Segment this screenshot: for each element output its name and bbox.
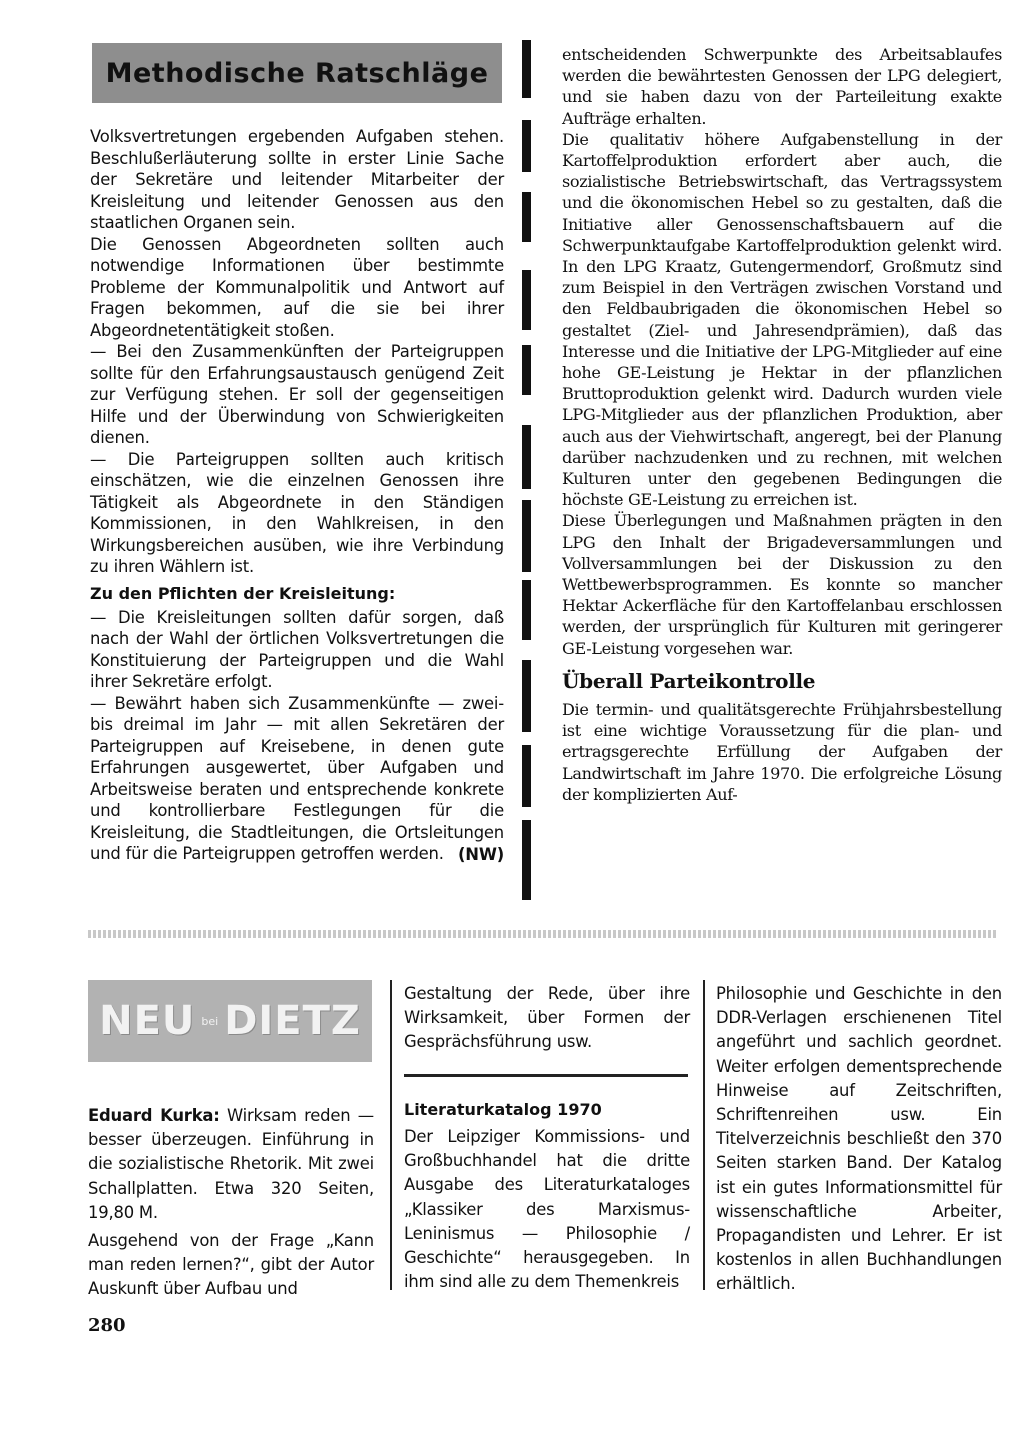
margin-bar	[522, 660, 531, 732]
paragraph: Die termin- und qualitätsgerechte Frühjahrsbestellung ist eine wichtige Voraussetzung für die plan- und ertragsgerechte Erfüllung der Aufgaben der Landwirtschaft im Jahre 1970. Die erfolgreiche Lösung der komplizierten Auf-	[562, 699, 1002, 804]
banner-text-middle: bei	[201, 1014, 219, 1028]
section-divider	[88, 930, 998, 938]
column-rule	[703, 980, 705, 1290]
margin-bar	[522, 40, 531, 98]
paragraph: Gestaltung der Rede, über ihre Wirksamkeit, über Formen der Gesprächsführung usw.	[404, 984, 690, 1052]
paragraph: Die qualitativ höhere Aufgabenstellung in der Kartoffelproduktion erfordert aber auch, die sozialistische Betriebswirtschaft, das Vertragssystem und die ökonomischen Hebel so zu gestalten, daß die Initiative aller Genossenschaftsbauern auf die Schwerpunktaufgabe Kartoffelproduktion gelenkt wird. In den LPG Kraatz, Gutengermendorf, Großmutz sind zum Beispiel in den Verträgen zwischen Vorstand und den Feldbaubrigaden die ökonomischen Hebel so gestaltet (Ziel- und Jahresendprämien), daß das Interesse und die Initiative der LPG-Mitglieder auf eine hohe GE-Leistung je Hektar in der pflanzlichen Bruttoproduktion gelenkt wird. Dadurch wurden viele LPG-Mitglieder aus der pflanzlichen Produktion, aber auch aus der Viehwirtschaft, angeregt, bei der Planung darüber nachzudenken und zu rechnen, mit welchen Kulturen unter den gegebenen Bedingungen die höchste GE-Leistung zu erreichen ist.	[562, 129, 1002, 510]
article-title: Literaturkatalog 1970	[404, 1100, 602, 1119]
literaturkatalog-continuation	[716, 982, 1002, 1297]
paragraph: — Bei den Zusammenkünften der Parteigruppen sollte für den Erfahrungsaustausch genügend Zeit zur Verfügung stehen. Er soll der gegenseitigen Hilfe und der Überwindung von Schwierigkeiten dienen.	[90, 342, 504, 447]
paragraph: Diese Überlegungen und Maßnahmen prägten in den LPG den Inhalt der Brigadeversammlungen und Vollversammlungen bei der Diskussion zu den Wettbewerbsprogrammen. Es konnte so mancher Hektar Ackerfläche für den Kartoffelanbau erschlossen werden, der ursprünglich für Kulturen mit geringerer GE-Leistung vorgesehen war.	[562, 511, 1002, 658]
paragraph: entscheidenden Schwerpunkte des Arbeitsablaufes werden die bewährtesten Genossen der LPG delegiert, und sie haben dazu von der Parteileitung exakte Aufträge erhalten.	[562, 45, 1002, 128]
margin-bar	[522, 345, 531, 395]
literaturkatalog	[404, 1100, 690, 1294]
paragraph: Ausgehend von der Frage „Kann man reden lernen?“, gibt der Autor Auskunft über Aufbau und	[88, 1231, 374, 1299]
right-column	[562, 44, 1002, 805]
banner-text-right: DIETZ	[224, 998, 361, 1044]
paragraph: Die Genossen Abgeordneten sollten auch notwendige Informationen über bestimmte Probleme der Kommunalpolitik und Antwort auf Fragen bekommen, auf die sie bei ihrer Abgeordnetentätigkeit stoßen.	[90, 234, 504, 340]
paragraph: Der Leipziger Kommissions- und Großbuchhandel hat die dritte Ausgabe des Literaturkataloges „Klassiker des Marxismus-Leninismus — Philosophie / Geschichte“ herausgegeben. In ihm sind alle zu dem Themenkreis	[404, 1127, 690, 1292]
banner-text-left: NEU	[99, 998, 196, 1044]
neu-bei-dietz-banner	[88, 980, 372, 1062]
paragraph: — Bewährt haben sich Zusammenkünfte — zwei- bis dreimal im Jahr — mit allen Sekretären der Parteigruppen auf Kreisebene, in denen gute Erfahrungen ausgewertet, über Aufgaben und Arbeitsweise beraten und entsprechende konkrete und kontrollierbare Festlegungen für die Kreisleitung, die Stadtleitungen, die Ortsleitungen und für die Parteigruppen getroffen werden.	[90, 693, 504, 863]
paragraph: — Die Kreisleitungen sollten dafür sorgen, daß nach der Wahl der örtlichen Volksvertretungen die Konstituierung der Parteigruppen und die Wahl ihrer Sekretäre erfolgt.	[90, 607, 504, 691]
margin-bar	[522, 120, 531, 172]
margin-bar	[522, 425, 531, 489]
left-column	[90, 126, 504, 865]
subheading: Zu den Pflichten der Kreisleitung:	[90, 583, 396, 603]
margin-bar	[522, 820, 531, 900]
margin-bar	[522, 270, 531, 330]
margin-bar	[522, 192, 531, 242]
section-title: Überall Parteikontrolle	[562, 668, 816, 693]
margin-bar	[522, 745, 531, 807]
section-header	[92, 43, 502, 103]
book-description	[88, 1104, 374, 1225]
book-description-text: Wirksam reden — besser überzeugen. Einführung in die sozialistische Rhetorik. Mit zwei Schallplatten. Etwa 320 Seiten, 19,80 M.	[88, 1106, 374, 1222]
column-rule	[390, 980, 392, 1290]
page-number: 280	[88, 1315, 126, 1336]
book-author: Eduard Kurka:	[88, 1106, 220, 1125]
paragraph: Philosophie und Geschichte in den DDR-Verlagen erschienenen Titel angeführt und sachlich geordnet. Weiter erfolgen dementsprechende Hinweise auf Zeitschriften, Schriftenreihen usw. Ein Titelverzeichnis beschließt den 370 Seiten starken Band. Der Katalog ist ein gutes Informationsmittel für wissenschaftliche Arbeiter, Propagandisten und Lehrer. Er ist kostenlos in allen Buchhandlungen erhältlich.	[716, 984, 1002, 1294]
paragraph: Volksvertretungen ergebenden Aufgaben stehen. Beschlußerläuterung sollte in erster Linie Sache der Sekretäre und leitender Mitarbeiter der Kreisleitung und leitender Genossen aus den staatlichen Organen sein.	[90, 127, 504, 232]
paragraph: — Die Parteigruppen sollten auch kritisch einschätzen, wie die einzelnen Genossen ihre Tätigkeit als Abgeordnete in den Ständigen Kommissionen, in den Wahlkreisen, in den Wirkungsbereichen ausüben, wie ihre Verbindung zu ihren Wählern ist.	[90, 449, 504, 576]
book-review-2	[404, 982, 690, 1055]
book-review-1	[88, 1104, 374, 1302]
header-title: Methodische Ratschläge	[105, 57, 489, 89]
separator-line	[404, 1074, 688, 1077]
margin-bar	[522, 500, 531, 572]
margin-bar	[522, 580, 531, 640]
signature: (NW)	[458, 844, 504, 864]
